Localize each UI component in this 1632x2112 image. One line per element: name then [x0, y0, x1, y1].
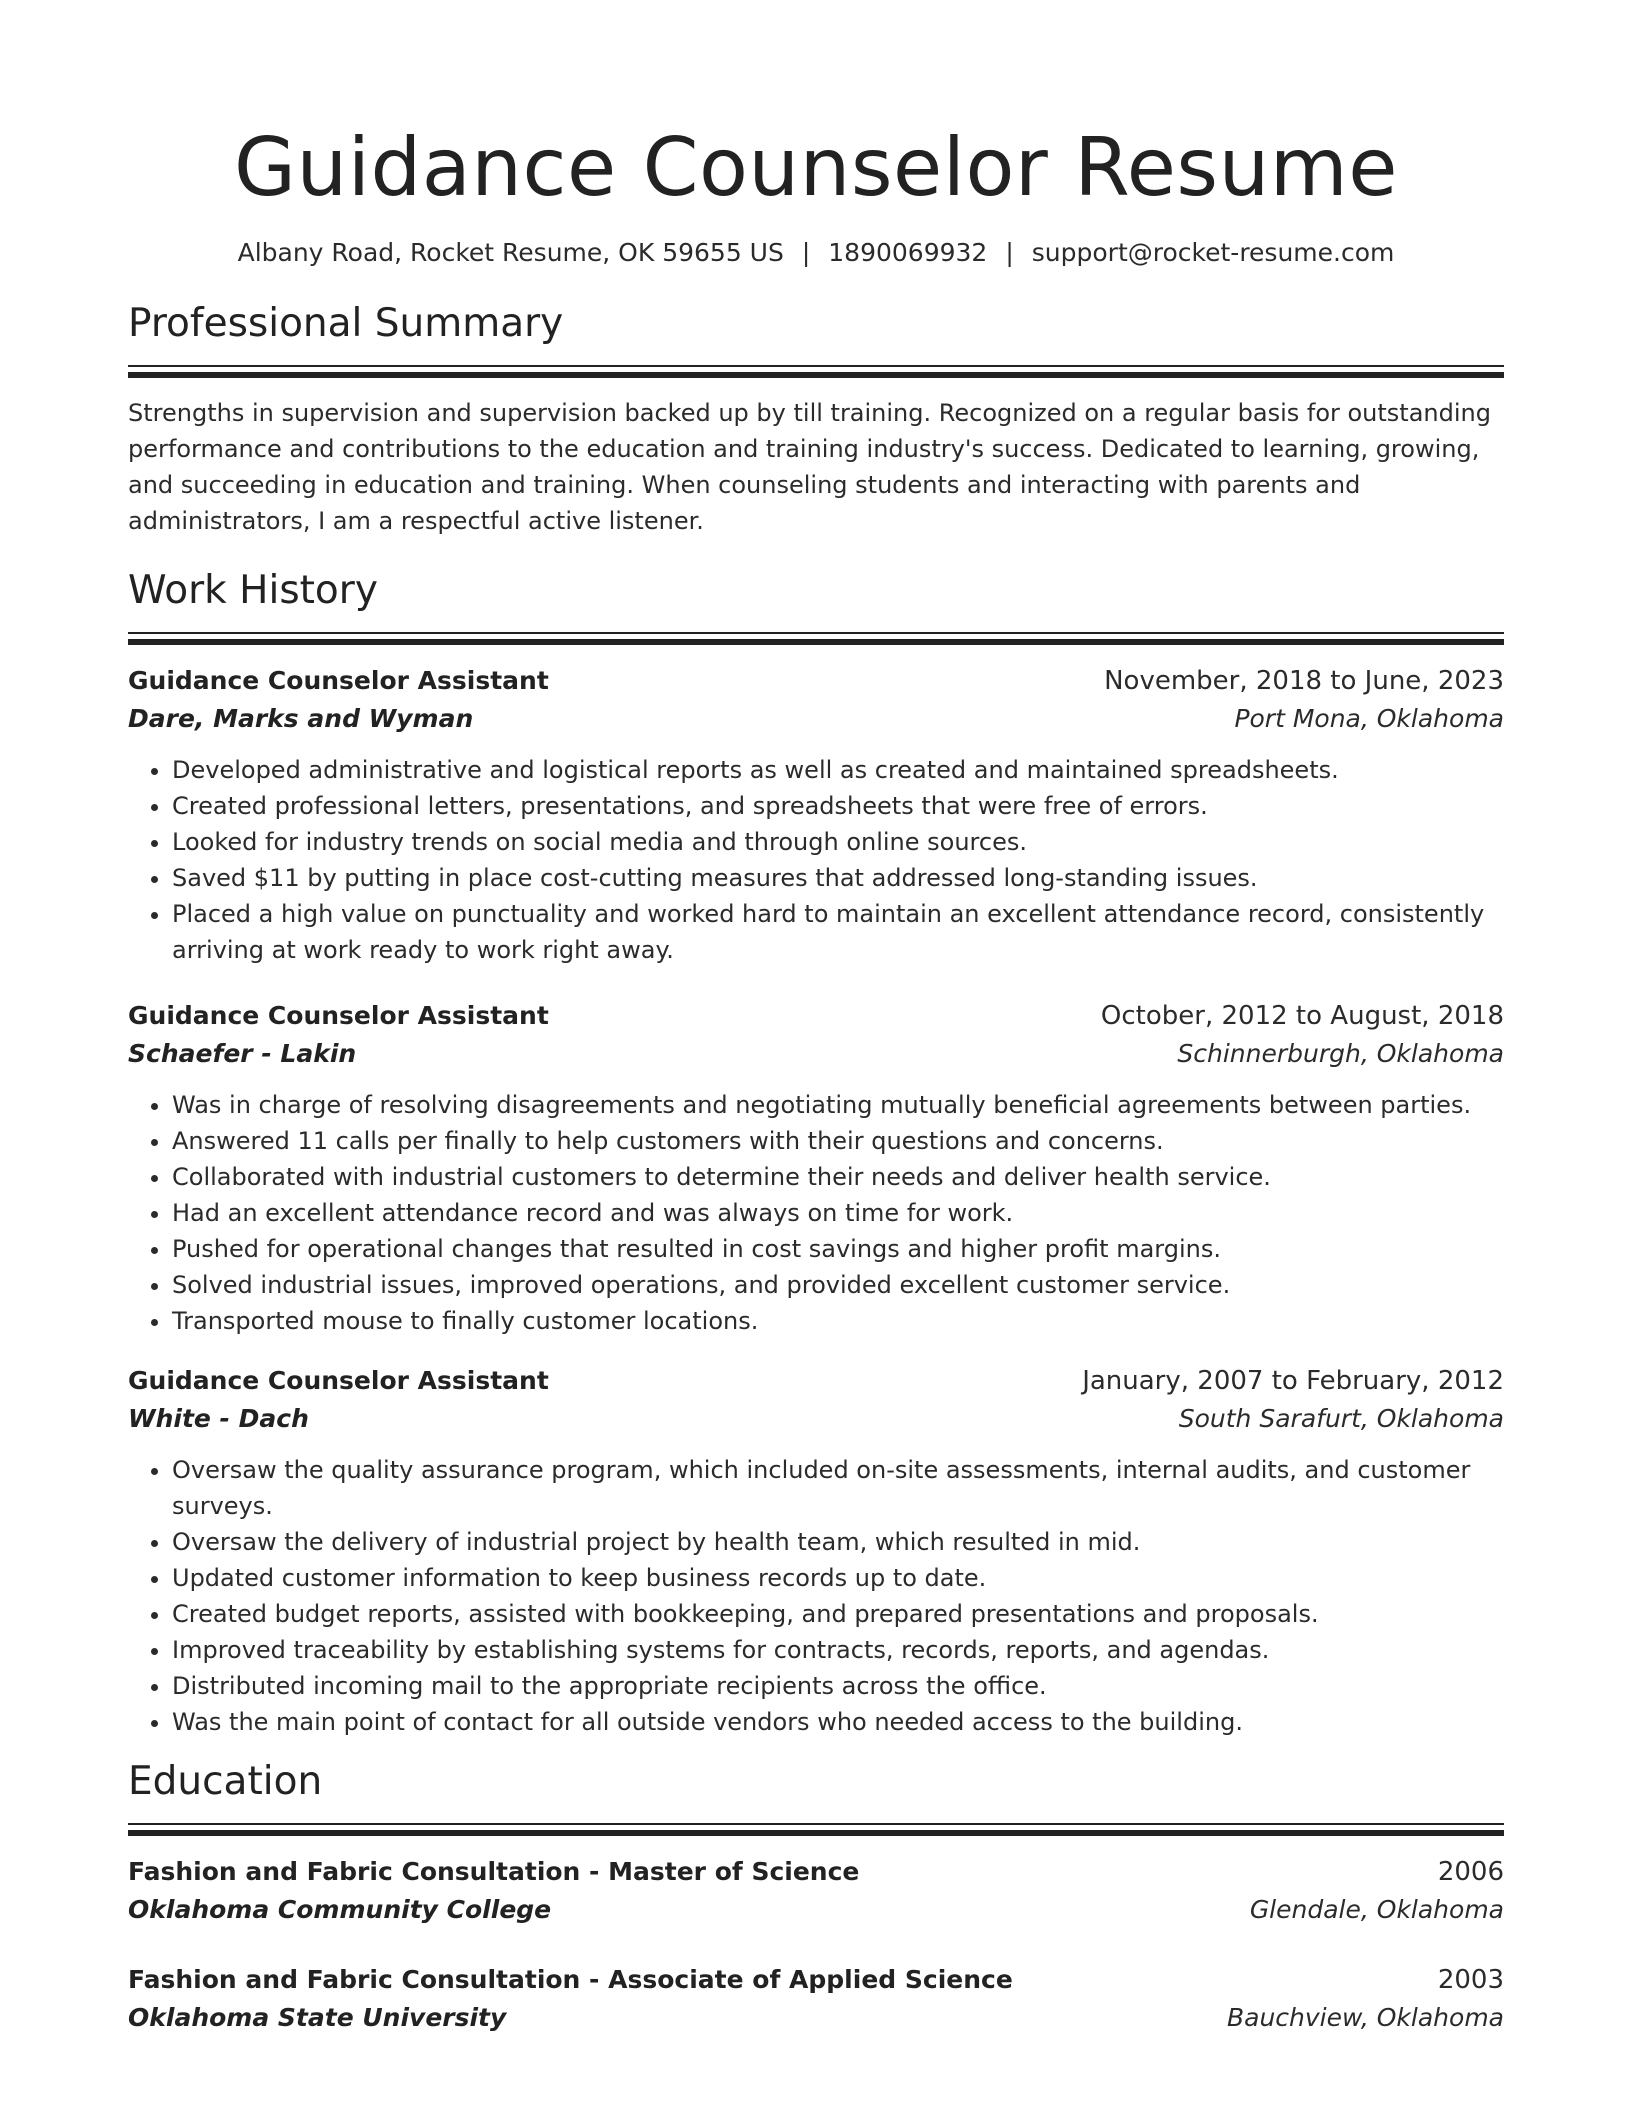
section-heading-summary: Professional Summary	[128, 301, 564, 346]
job-bullet: • Updated customer information to keep business records up to date.	[172, 1560, 1504, 1596]
education-year: 2006	[1437, 1857, 1504, 1887]
job-bullet: • Answered 11 calls per finally to help customers with their questions and concerns.	[172, 1123, 1504, 1159]
job-header-row	[128, 662, 1504, 700]
section-divider	[128, 365, 1504, 378]
job-bullet: • Pushed for operational changes that resulted in cost savings and higher profit margins.	[172, 1231, 1504, 1267]
education-location: Glendale, Oklahoma	[1249, 1895, 1504, 1924]
job-company-row	[128, 1035, 1504, 1073]
job-header-row	[128, 997, 1504, 1035]
section-divider	[128, 1823, 1504, 1836]
job-bullet: • Created budget reports, assisted with bookkeeping, and prepared presentations and proposals.	[172, 1596, 1504, 1632]
job-company: Dare, Marks and Wyman	[128, 704, 474, 733]
job-bullet: • Created professional letters, presentations, and spreadsheets that were free of errors.	[172, 788, 1504, 824]
education-header-row	[128, 1853, 1504, 1891]
education-year: 2003	[1437, 1965, 1504, 1995]
work-history-section	[128, 566, 1504, 1740]
contact-phone: 1890069932	[828, 238, 988, 267]
job-header-row	[128, 1362, 1504, 1400]
job-company-row	[128, 1400, 1504, 1438]
job-bullet: • Distributed incoming mail to the appropriate recipients across the office.	[172, 1668, 1504, 1704]
contact-separator: |	[1005, 238, 1014, 267]
contact-address: Albany Road, Rocket Resume, OK 59655 US	[237, 238, 784, 267]
job-bullet: • Placed a high value on punctuality and worked hard to maintain an excellent attendance record, consistently arriving at work ready to work right away.	[172, 896, 1504, 968]
job-bullet: • Improved traceability by establishing systems for contracts, records, reports, and agendas.	[172, 1632, 1504, 1668]
job-entry	[128, 997, 1504, 1339]
section-heading-education: Education	[128, 1759, 323, 1804]
job-bullet: • Developed administrative and logistical reports as well as created and maintained spreadsheets.	[172, 752, 1504, 788]
job-bullet: • Was the main point of contact for all outside vendors who needed access to the building.	[172, 1704, 1504, 1740]
job-entry	[128, 1362, 1504, 1740]
contact-separator: |	[801, 238, 811, 267]
job-bullets	[128, 1087, 1504, 1339]
education-entry	[128, 1853, 1504, 1929]
job-bullet: • Was in charge of resolving disagreements and negotiating mutually beneficial agreements between parties.	[172, 1087, 1504, 1123]
education-degree: Fashion and Fabric Consultation - Associate of Applied Science	[128, 1965, 1013, 1994]
job-bullet: • Transported mouse to finally customer locations.	[172, 1303, 1504, 1339]
job-title: Guidance Counselor Assistant	[128, 1001, 549, 1030]
job-dates: January, 2007 to February, 2012	[1082, 1366, 1504, 1396]
job-company: Schaefer - Lakin	[128, 1039, 357, 1068]
education-section	[128, 1757, 1504, 2037]
education-school: Oklahoma State University	[128, 2003, 507, 2032]
education-entry	[128, 1961, 1504, 2037]
education-header-row	[128, 1961, 1504, 1999]
job-bullet: • Looked for industry trends on social media and through online sources.	[172, 824, 1504, 860]
education-school-row	[128, 1891, 1504, 1929]
job-dates: November, 2018 to June, 2023	[1104, 666, 1504, 696]
job-bullet: • Collaborated with industrial customers to determine their needs and deliver health service.	[172, 1159, 1504, 1195]
job-bullets	[128, 1452, 1504, 1740]
job-company-row	[128, 700, 1504, 738]
job-location: Port Mona, Oklahoma	[1234, 704, 1504, 733]
job-title: Guidance Counselor Assistant	[128, 1366, 549, 1395]
job-bullet: • Solved industrial issues, improved operations, and provided excellent customer service.	[172, 1267, 1504, 1303]
section-divider	[128, 632, 1504, 645]
contact-email: support@rocket-resume.com	[1031, 238, 1395, 267]
resume-title: Guidance Counselor Resume	[234, 121, 1398, 214]
job-bullet: • Saved $11 by putting in place cost-cutting measures that addressed long-standing issues.	[172, 860, 1504, 896]
job-bullet: • Oversaw the quality assurance program, which included on-site assessments, internal audits, and customer surveys.	[172, 1452, 1504, 1524]
job-bullets	[128, 752, 1504, 968]
summary-section	[128, 299, 1504, 539]
job-location: Schinnerburgh, Oklahoma	[1177, 1039, 1504, 1068]
job-bullet: • Oversaw the delivery of industrial project by health team, which resulted in mid.	[172, 1524, 1504, 1560]
education-location: Bauchview, Oklahoma	[1226, 2003, 1504, 2032]
job-title: Guidance Counselor Assistant	[128, 666, 549, 695]
job-entry	[128, 662, 1504, 968]
job-location: South Sarafurt, Oklahoma	[1178, 1404, 1504, 1433]
education-degree: Fashion and Fabric Consultation - Master of Science	[128, 1857, 860, 1886]
job-company: White - Dach	[128, 1404, 309, 1433]
education-school: Oklahoma Community College	[128, 1895, 552, 1924]
summary-text: Strengths in supervision and supervision backed up by till training. Recognized on a regular basis for outstanding performance and contributions to the education and training industry's success. Dedicated to learning, growing, and succeeding in education and training. When counseling students and interacting with parents and administrators, I am a respectful active listener.	[128, 399, 1491, 535]
section-heading-work-history: Work History	[128, 568, 378, 613]
job-dates: October, 2012 to August, 2018	[1100, 1001, 1504, 1031]
job-bullet: • Had an excellent attendance record and was always on time for work.	[172, 1195, 1504, 1231]
contact-line	[128, 236, 1504, 270]
education-school-row	[128, 1999, 1504, 2037]
